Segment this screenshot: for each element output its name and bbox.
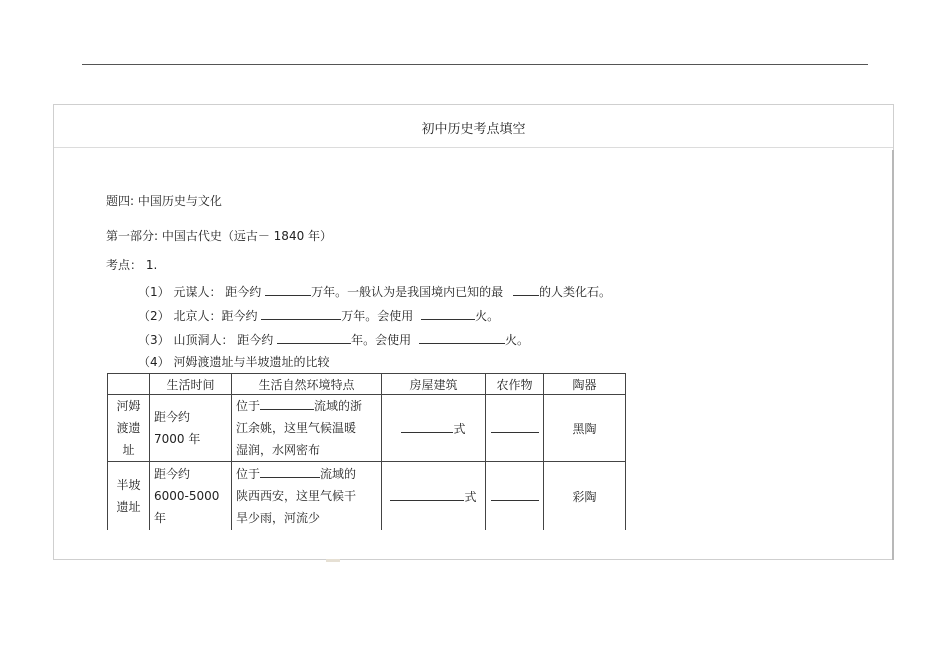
kaodian-label: 考点： 1. xyxy=(106,258,158,272)
frame-header xyxy=(54,105,893,148)
blank-2b[interactable] xyxy=(421,307,475,320)
item-1 xyxy=(138,283,611,300)
part-heading: 第一部分: 中国古代史（远古－ 1840 年） xyxy=(106,229,333,243)
frame-right-edge xyxy=(892,150,894,560)
item-2-lead: （2） 北京人：距今约 xyxy=(138,309,258,323)
time-banpo: 距今约 6000-5000 年 xyxy=(150,462,232,531)
time-hemudu: 距今约 7000 年 xyxy=(150,395,232,462)
header-cell: 陶器 xyxy=(544,374,626,395)
table-row xyxy=(108,395,626,462)
item-1-lead: （1） 元谋人： 距今约 xyxy=(138,285,262,299)
page-title: 初中历史考点填空 xyxy=(421,122,526,137)
header-cell xyxy=(108,374,150,395)
table-row xyxy=(108,462,626,531)
blank-2a[interactable] xyxy=(261,307,341,320)
blank-house-banpo[interactable] xyxy=(390,488,464,501)
header-cell: 农作物 xyxy=(486,374,544,395)
item-2-tail: 火。 xyxy=(475,309,500,323)
blank-crop-banpo[interactable] xyxy=(491,488,539,501)
house-banpo: 式 xyxy=(382,462,486,531)
header-cell: 生活时间 xyxy=(150,374,232,395)
blank-house-hemudu[interactable] xyxy=(401,420,453,433)
site-name-banpo: 半坡 遗址 xyxy=(108,462,150,531)
blank-3a[interactable] xyxy=(277,331,351,344)
item-1-mid: 万年。一般认为是我国境内已知的最 xyxy=(311,285,504,299)
pottery-hemudu: 黑陶 xyxy=(544,395,626,462)
comparison-table xyxy=(107,373,626,530)
blank-river-hemudu[interactable] xyxy=(260,397,314,410)
pottery-banpo: 彩陶 xyxy=(544,462,626,531)
item-3 xyxy=(138,331,529,348)
header-cell: 房屋建筑 xyxy=(382,374,486,395)
item-3-tail: 火。 xyxy=(504,333,529,347)
table-header-row xyxy=(108,374,626,395)
item-2 xyxy=(138,307,499,324)
site-name-hemudu: 河姆 渡遗 址 xyxy=(108,395,150,462)
blank-crop-hemudu[interactable] xyxy=(491,420,539,433)
scan-mark xyxy=(326,559,340,562)
topic-heading: 题四: 中国历史与文化 xyxy=(106,194,222,208)
env-hemudu: 位于 流域的浙 江余姚，这里气候温暖 湿润，水网密布 xyxy=(232,395,382,462)
item-4: （4） 河姆渡遗址与半坡遗址的比较 xyxy=(138,355,330,369)
house-hemudu: 式 xyxy=(382,395,486,462)
item-3-lead: （3） 山顶洞人： 距今约 xyxy=(138,333,274,347)
blank-river-banpo[interactable] xyxy=(260,465,320,478)
crop-hemudu xyxy=(486,395,544,462)
env-banpo: 位于 流域的 陕西西安，这里气候干 旱少雨，河流少 xyxy=(232,462,382,531)
blank-3b[interactable] xyxy=(419,331,505,344)
item-3-mid: 年。会使用 xyxy=(351,333,412,347)
top-rule xyxy=(82,64,868,65)
header-cell: 生活自然环境特点 xyxy=(232,374,382,395)
blank-1b[interactable] xyxy=(513,283,539,296)
blank-1a[interactable] xyxy=(265,283,311,296)
crop-banpo xyxy=(486,462,544,531)
item-1-tail: 的人类化石。 xyxy=(538,285,611,299)
item-2-mid: 万年。会使用 xyxy=(341,309,414,323)
